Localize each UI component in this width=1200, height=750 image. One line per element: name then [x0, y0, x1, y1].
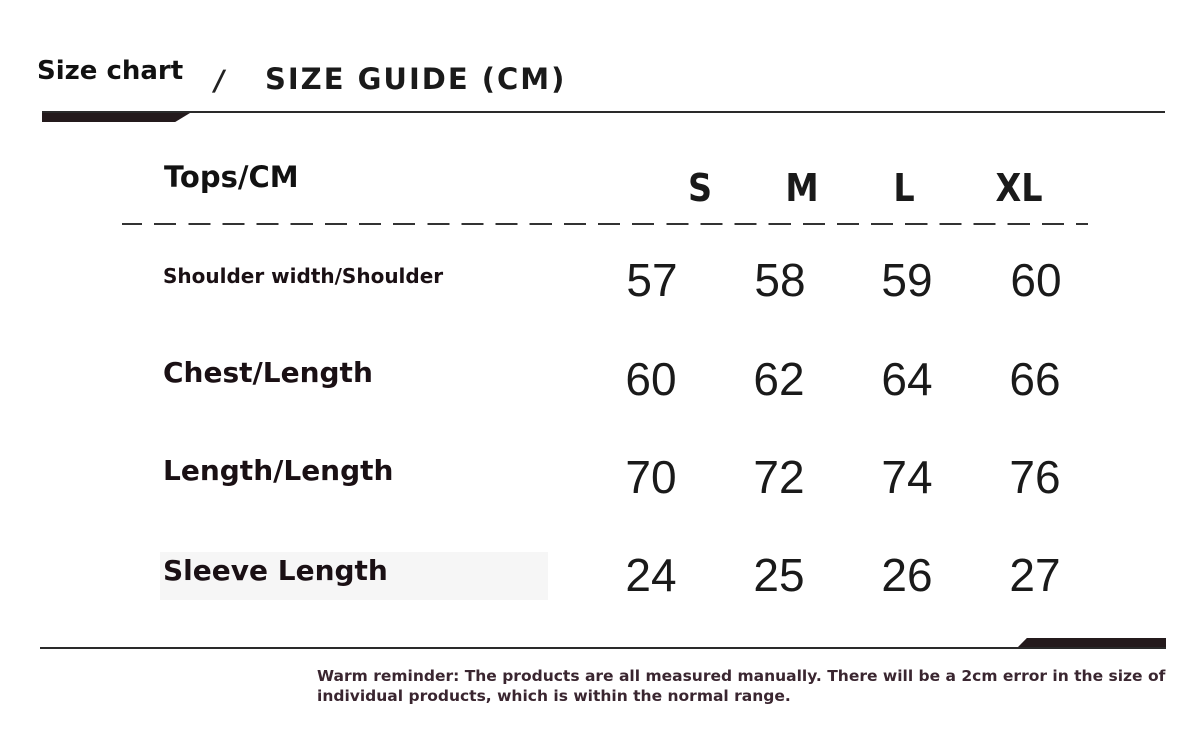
table-cell: 70: [625, 451, 677, 503]
bottom-accent-bar: [1018, 638, 1166, 647]
title-separator: /: [211, 64, 228, 97]
table-cell: 60: [625, 353, 677, 405]
column-header-s: S: [687, 166, 713, 210]
table-cell: 72: [753, 451, 805, 503]
column-header-l: L: [893, 166, 915, 210]
column-header-xl: XL: [995, 166, 1043, 210]
row-label-shoulder: Shoulder width/Shoulder: [163, 264, 444, 288]
row-label-chest: Chest/Length: [163, 356, 373, 389]
row-label-sleeve: Sleeve Length: [163, 554, 388, 587]
row-label-length: Length/Length: [163, 454, 394, 487]
table-cell: 64: [881, 353, 933, 405]
table-cell: 62: [753, 353, 805, 405]
table-cell: 57: [626, 254, 678, 306]
top-accent-bar: [42, 113, 190, 122]
table-cell: 26: [881, 549, 933, 601]
table-cell: 76: [1009, 451, 1061, 503]
column-header-m: M: [785, 166, 819, 210]
size-guide-heading: SIZE GUIDE (CM): [265, 62, 567, 96]
table-cell: 59: [881, 254, 933, 306]
table-cell: 74: [881, 451, 933, 503]
header-dashed-divider: [122, 223, 1088, 225]
bottom-divider: [40, 647, 1166, 649]
table-cell: 66: [1009, 353, 1061, 405]
measurement-reminder: Warm reminder: The products are all measured manually. There will be a 2cm error in the size of individual products, which is within the normal range.: [317, 667, 1166, 705]
top-divider: [42, 111, 1165, 113]
table-cell: 27: [1009, 549, 1061, 601]
table-cell: 58: [754, 254, 806, 306]
size-chart-title: Size chart: [37, 56, 184, 86]
table-cell: 25: [753, 549, 805, 601]
table-cell: 24: [625, 549, 677, 601]
table-corner-label: Tops/CM: [164, 160, 299, 194]
table-cell: 60: [1010, 254, 1062, 306]
